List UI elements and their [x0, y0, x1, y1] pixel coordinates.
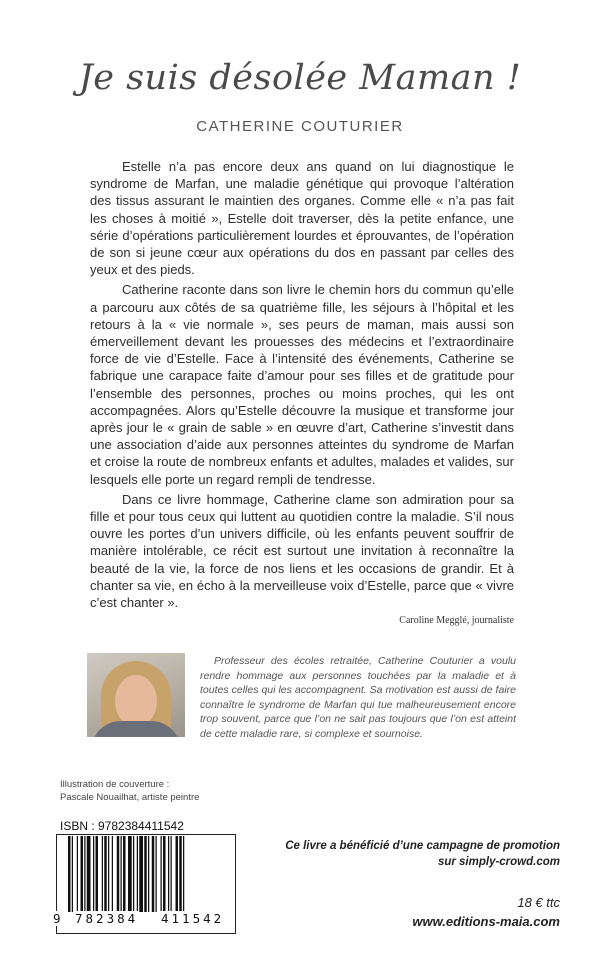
book-author: CATHERINE COUTURIER — [196, 118, 404, 135]
credits-line: Illustration de couverture : — [60, 779, 170, 790]
barcode-digit-first: 9 — [53, 911, 61, 926]
summary-paragraph: Catherine raconte dans son livre le chemin hors du commun qu’elle a parcouru aux côtés de sa quatrième fille, les séjours à l’hôpital et les retours à la « vie normale », ses peurs de maman, mais aussi son émerveillement devant les prouesses des médecins et l’extraordinaire force de vie d’Estelle. Face à l’intensité des événements, Catherine se fabrique une carapace faite d’amour pour ses filles et de gratitude pour l’ensemble des personnes, proches ou moins proches, qui les ont accompagnées. Alors qu’Estelle découvre la musique et transforme jour après jour le « grain de sable » en œuvre d’art, Catherine s’investit dans une association d’aide aux personnes atteintes du syndrome de Marfan et croise la route de nombreux enfants et adultes, malades et valides, sur lesquels elle porte un regard rempli de tendresse. — [90, 282, 514, 487]
summary-paragraph: Dans ce livre hommage, Catherine clame son admiration pour sa fille et pour tous ceux qui luttent au quotidien contre la maladie. S’il nous ouvre les portes d’un univers difficile, où les enfants peuvent souffrir de manière intolérable, ce récit est surtout une invitation à reconnaître la beauté de la vie, la force de nos liens et les occasions de grandir. Et à chanter sa vie, en écho à la merveilleuse voix d’Estelle, parce que « vivre c’est chanter ». — [90, 491, 514, 611]
review-signature: Caroline Megglé, journaliste — [399, 615, 514, 626]
cover-credits — [60, 778, 199, 804]
barcode-digits-right: 411542 — [161, 911, 225, 926]
publisher-website: www.editions-maia.com — [412, 914, 560, 929]
summary-text — [90, 158, 514, 614]
author-photo — [87, 653, 185, 737]
book-price: 18 € ttc — [517, 895, 560, 910]
promo-line: Ce livre a bénéficié d’une campagne de promotion — [285, 840, 560, 852]
book-title: Je suis désolée Maman ! — [78, 58, 522, 98]
promo-note — [285, 838, 560, 870]
credits-line: Pascale Nouailhat, artiste peintre — [60, 792, 200, 803]
promo-line: sur simply-crowd.com — [437, 856, 560, 868]
isbn-label: ISBN : 9782384411542 — [60, 819, 184, 833]
barcode-digits-left: 782384 — [75, 911, 139, 926]
summary-paragraph: Estelle n’a pas encore deux ans quand on lui diagnostique le syndrome de Marfan, une maladie génétique qui provoque l’altération des tissus assurant le maintien des organes. Comme elle « n’a pas fait les choses à moitié », Estelle doit traverser, dès la petite enfance, une série d’opérations particulièrement lourdes et éprouvantes, de l’opération de son si jeune cœur aux opérations du dos en passant par celles des yeux et des pieds. — [90, 159, 514, 278]
author-bio: Professeur des écoles retraitée, Catherine Couturier a voulu rendre hommage aux personnes touchées par la maladie et à toutes celles qui les accompagnent. Sa motivation est aussi de faire connaître le syndrome de Marfan qui tue malheureusement encore trop souvent, parce que l’on ne sait pas toujours que l’on est atteint de cette maladie rare, si complexe et sournoise. — [200, 655, 516, 740]
